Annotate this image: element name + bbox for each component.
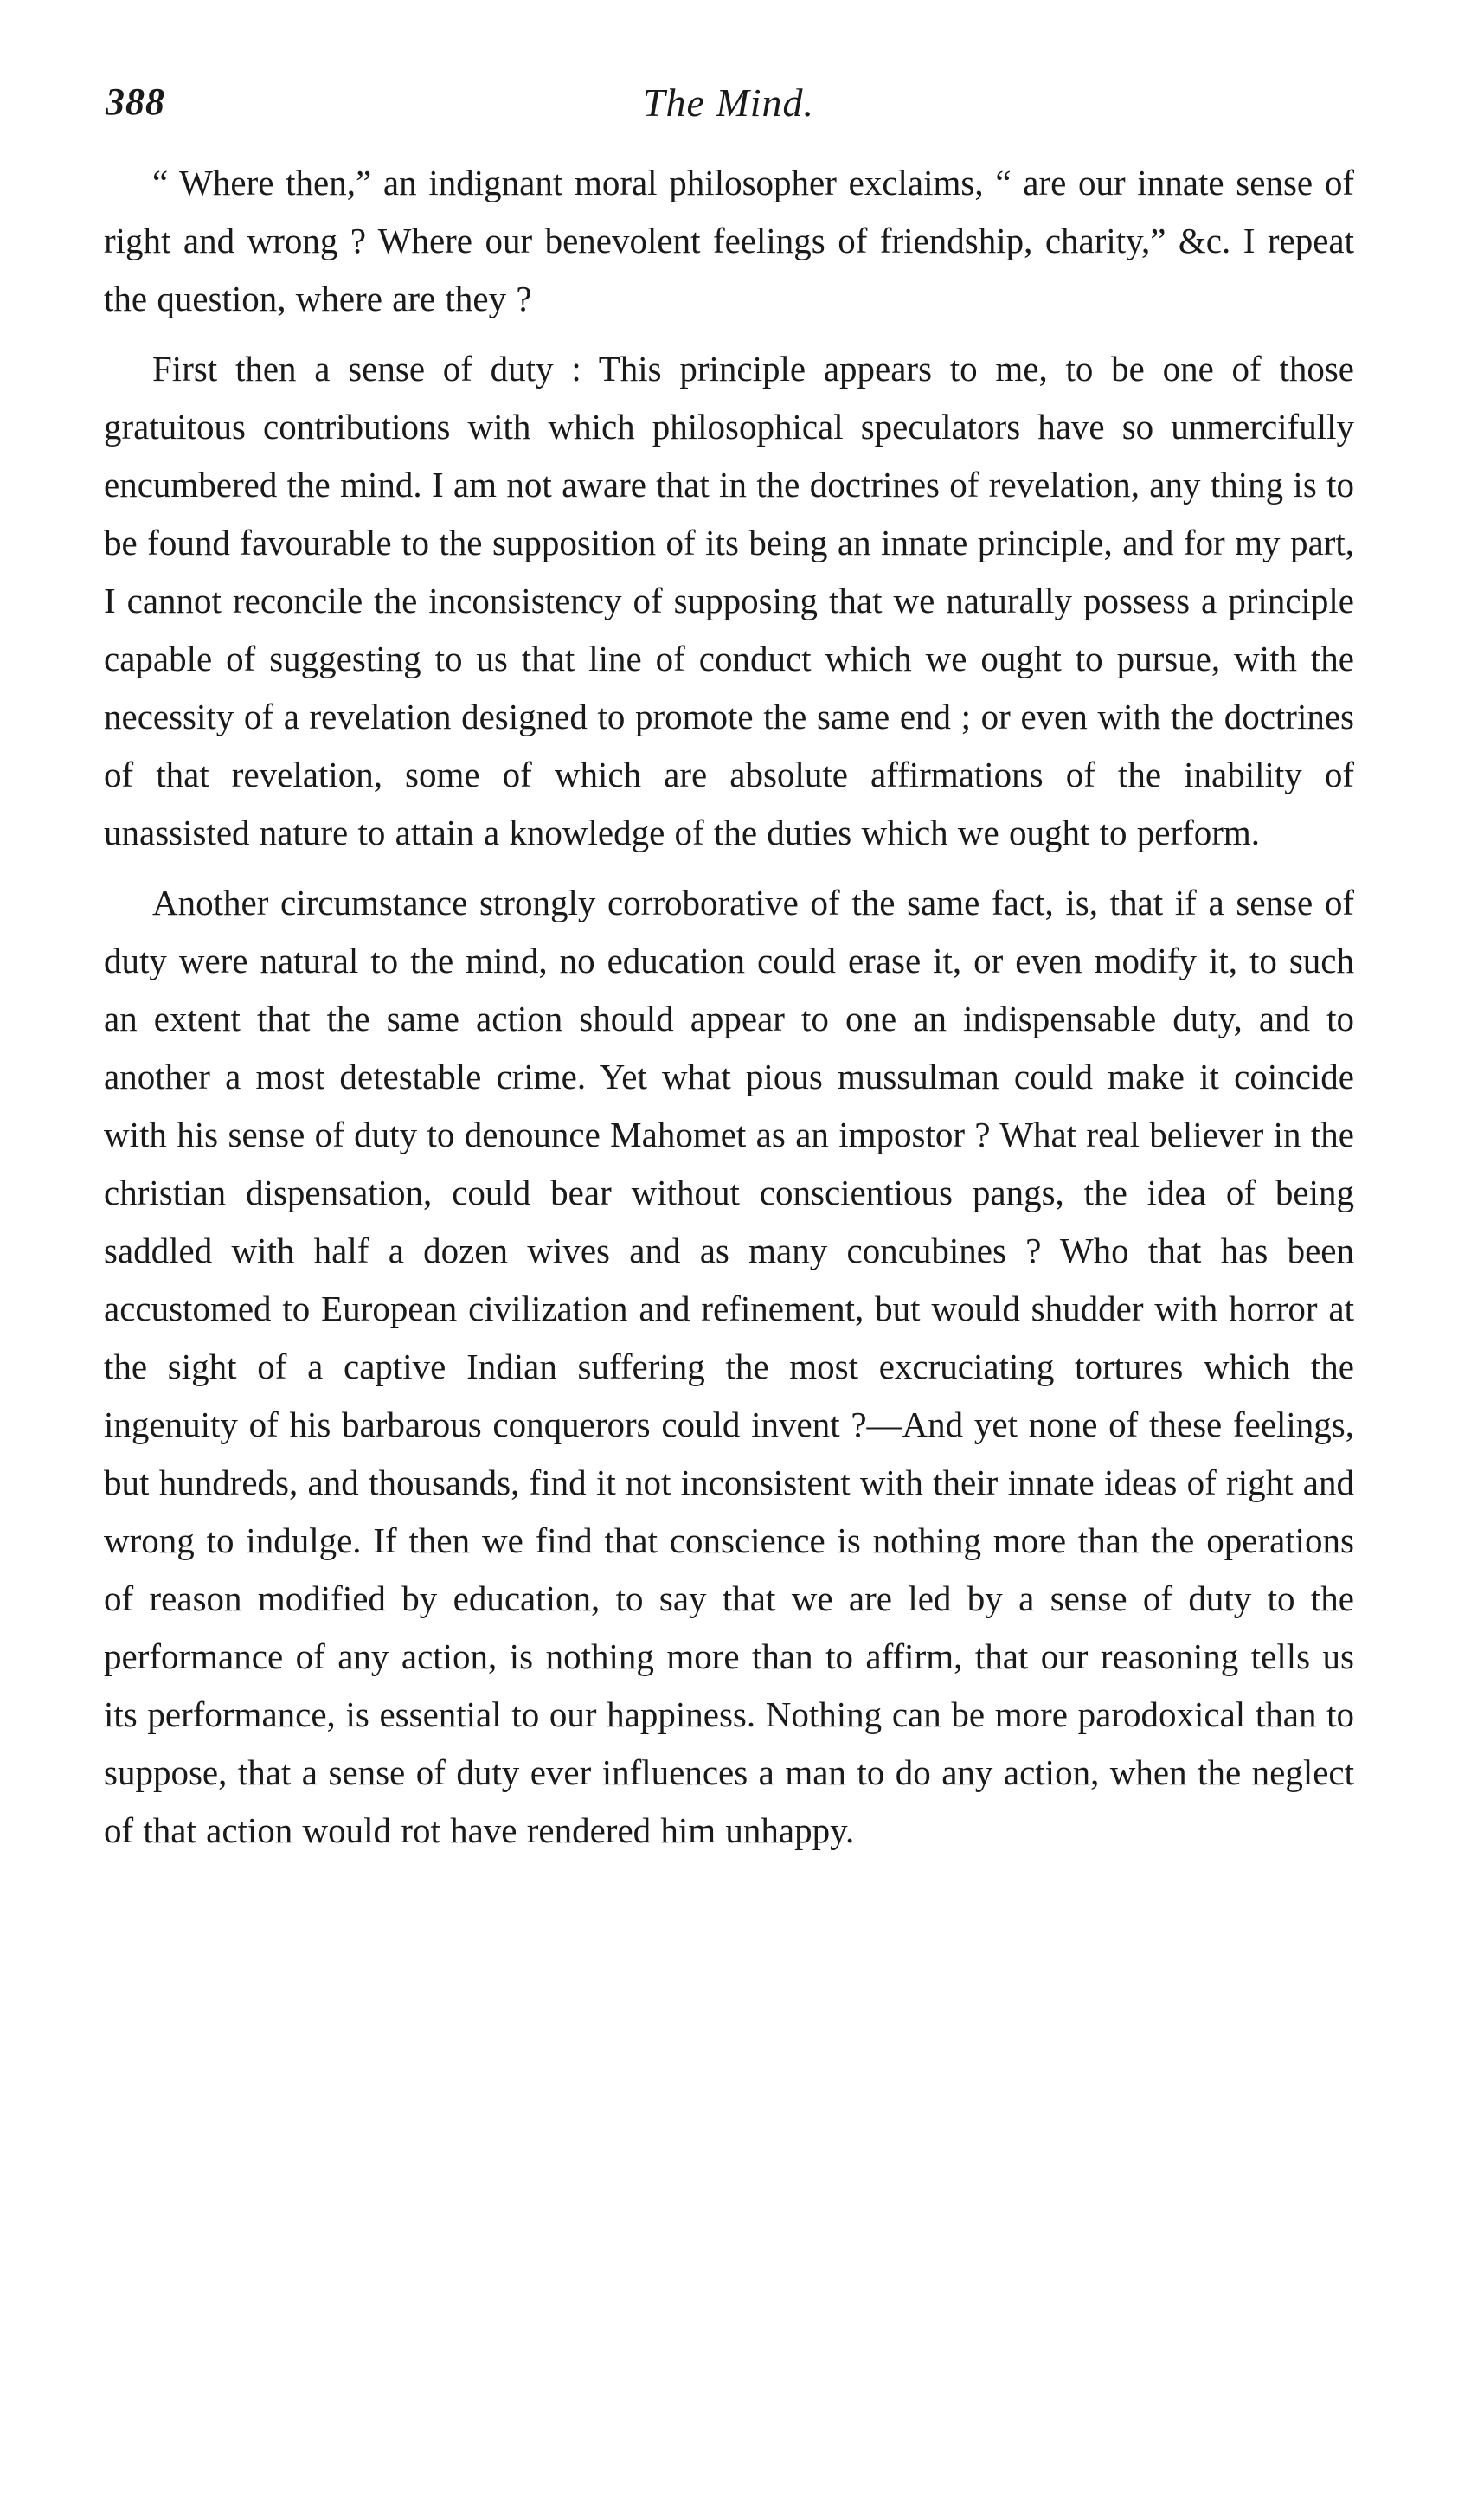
paragraph-2: First then a sense of duty : This principle appears to me, to be one of those gratuitous contributions with which philosophical speculators have so unmercifully encumbered the mind. I am not aware that in the doctrines of revelation, any thing is to be found favourable to the supposition of its being an innate principle, and for my part, I cannot reconcile the inconsistency of supposing that we naturally possess a principle capable of suggesting to us that line of conduct which we ought to pursue, with the necessity of a revelation designed to promote the same end ; or even with the doctrines of that revelation, some of which are absolute affirmations of the inability of unassisted nature to attain a knowledge of the duties which we ought to perform. xyxy=(104,349,1354,852)
paragraph-1: “ Where then,” an indignant moral philosopher exclaims, “ are our innate sense of right and wrong ? Where our benevolent feelings of friendship, charity,” &c. I repeat the question, where are they ? xyxy=(104,163,1354,318)
running-head xyxy=(106,80,1352,140)
body-text xyxy=(104,154,1354,1872)
page-number: 388 xyxy=(106,80,165,123)
paragraph-3: Another circumstance strongly corroborative of the same fact, is, that if a sense of duty were natural to the mind, no education could erase it, or even modify it, to such an extent that the same action should appear to one an indispensable duty, and to another a most detestable crime. Yet what pious mussulman could make it coincide with his sense of duty to denounce Mahomet as an impostor ? What real believer in the christian dispensation, could bear without conscientious pangs, the idea of being saddled with half a dozen wives and as many concubines ? Who that has been accustomed to European civilization and refinement, but would shudder with horror at the sight of a captive Indian suffering the most excruciating tortures which the ingenuity of his barbarous conquerors could invent ?—And yet none of these feelings, but hundreds, and thousands, find it not inconsistent with their innate ideas of right and wrong to indulge. If then we find that conscience is nothing more than the operations of reason modified by education, to say that we are led by a sense of duty to the performance of any action, is nothing more than to affirm, that our reasoning tells us its performance, is essential to our happiness. Nothing can be more parodoxical than to suppose, that a sense of duty ever influences a man to do any action, when the neglect of that action would rot have rendered him unhappy. xyxy=(104,883,1354,1850)
running-title: The Mind. xyxy=(642,80,815,125)
